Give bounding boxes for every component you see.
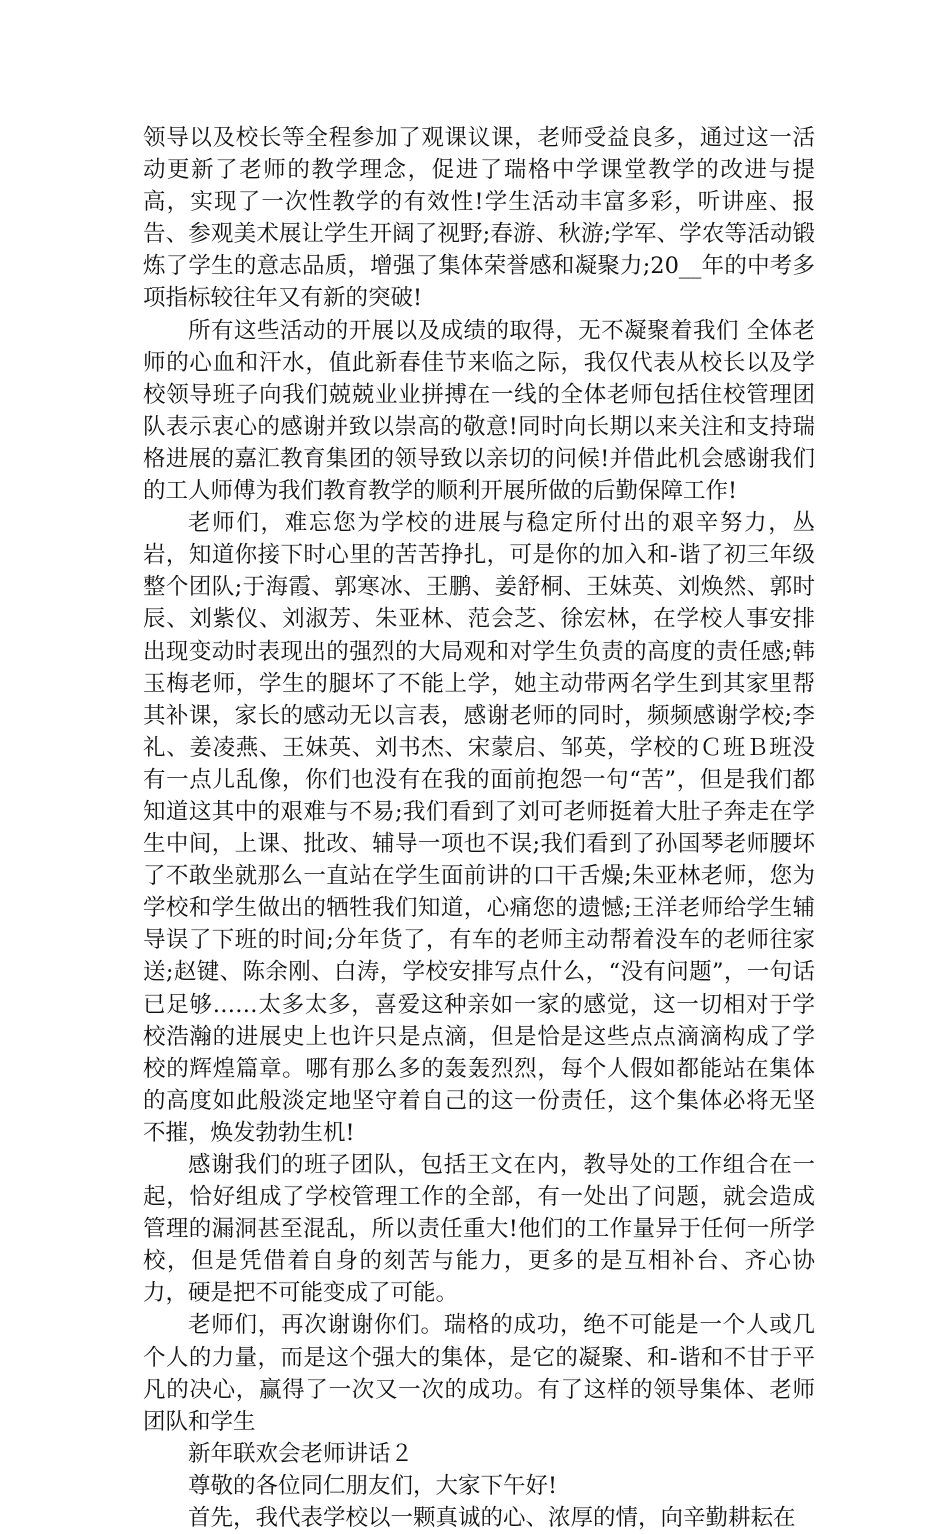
greeting-line: 尊敬的各位同仁朋友们，大家下午好! [188, 1472, 558, 1499]
paragraph-1: 领导以及校长等全程参加了观课议课，老师受益良多，通过这一活动更新了老师的教学理念，促进了瑞格中学课堂教学的改进与提高，实现了一次性教学的有效性!学生活动丰富多彩，听讲座、报告、参观美术展让学生开阔了视野;春游、秋游;学军、学农等活动锻炼了学生的意志品质，增强了集体荣誉感和凝聚力;20__年的中考多项指标较往年又有新的突破! [143, 125, 815, 312]
paragraph-3: 老师们，难忘您为学校的进展与稳定所付出的艰辛努力，丛岩，知道你接下时心里的苦苦挣扎，可是你的加入和-谐了初三年级整个团队;于海霞、郭寒冰、王鹏、姜舒桐、王妹英、刘焕然、郭时辰、刘紫仪、刘淑芳、朱亚林、范会芝、徐宏林，在学校人事安排出现变动时表现出的强烈的大局观和对学生负责的高度的责任感;韩玉梅老师，学生的腿坏了不能上学，她主动带两名学生到其家里帮其补课，家长的感动无以言表，感谢老师的同时，频频感谢学校;李礼、姜凌燕、王妹英、刘书杰、宋蒙启、邹英，学校的Ｃ班Ｂ班没有一点儿乱像，你们也没有在我的面前抱怨一句“苦”，但是我们都知道这其中的艰难与不易;我们看到了刘可老师挺着大肚子奔走在学生中间，上课、批改、辅导一项也不误;我们看到了孙国琴老师腰坏了不敢坐就那么一直站在学生面前讲的口干舌燥;朱亚林老师，您为学校和学生做出的牺牲我们知道，心痛您的遗憾;王洋老师给学生辅导误了下班的时间;分年货了，有车的老师主动帮着没车的老师往家送;赵键、陈余刚、白涛，学校安排写点什么，“没有问题”，一句话已足够……太多太多，喜爱这种亲如一家的感觉，这一切相对于学校浩瀚的进展史上也许只是点滴，但是恰是这些点点滴滴构成了学校的辉煌篇章。哪有那么多的轰轰烈烈，每个人假如都能站在集体的高度如此般淡定地坚守着自己的这一份责任，这个集体必将无坚不摧，焕发勃勃生机! [143, 510, 815, 1146]
paragraph-5: 老师们，再次谢谢你们。瑞格的成功，绝不可能是一个人或几个人的力量，而是这个强大的集体，是它的凝聚、和-谐和不甘于平凡的决心，赢得了一次又一次的成功。有了这样的领导集体、老师团队和学生 [143, 1312, 815, 1435]
closing-line: 首先，我代表学校以一颗真诚的心、浓厚的情，向辛勤耕耘在 [188, 1505, 796, 1532]
document-page [143, 122, 815, 1534]
section-heading: 新年联欢会老师讲话２ [188, 1440, 414, 1467]
paragraph-2: 所有这些活动的开展以及成绩的取得，无不凝聚着我们 全体老师的心血和汗水，值此新春佳节来临之际，我仅代表从校长以及学校领导班子向我们兢兢业业拼搏在一线的全体老师包括住校管理团队表示衷心的感谢并致以崇高的敬意!同时向长期以来关注和支持瑞格进展的嘉汇教育集团的领导致以亲切的问候!并借此机会感谢我们的工人师傅为我们教育教学的顺利开展所做的后勤保障工作! [143, 317, 815, 505]
paragraph-4: 感谢我们的班子团队，包括王文在内，教导处的工作组合在一起，恰好组成了学校管理工作的全部，有一处出了问题，就会造成管理的漏洞甚至混乱，所以责任重大!他们的工作量异于任何一所学校，但是凭借着自身的刻苦与能力，更多的是互相补台、齐心协力，硬是把不可能变成了可能。 [143, 1152, 815, 1307]
